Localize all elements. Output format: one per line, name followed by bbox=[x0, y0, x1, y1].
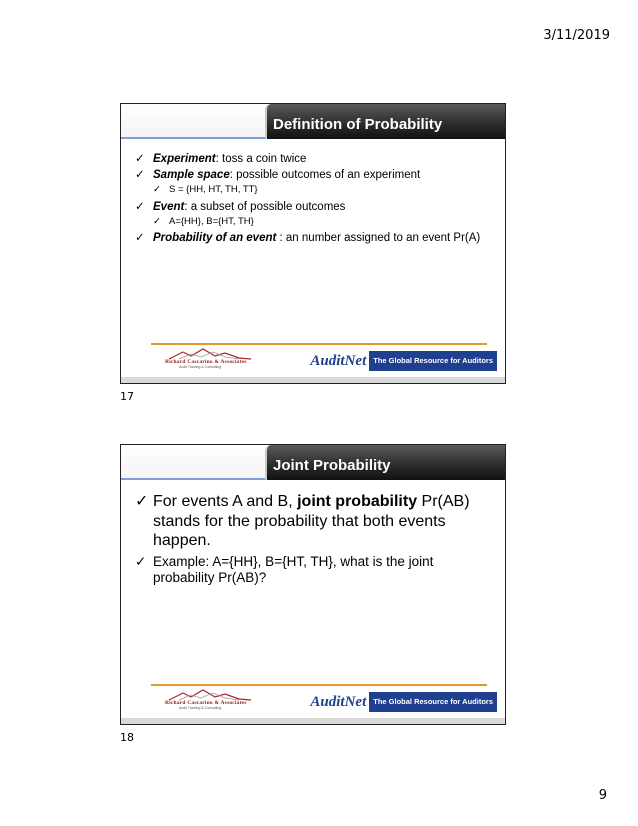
checkmark-icon: ✓ bbox=[153, 215, 161, 227]
bullet-item bbox=[135, 168, 495, 182]
term-probability-of-an-event: Probability of an event bbox=[153, 232, 277, 245]
auditnet-mark: AuditNet bbox=[310, 694, 367, 710]
slide-number: 18 bbox=[120, 731, 134, 744]
auditnet-logo bbox=[310, 351, 497, 371]
sub-bullet-item bbox=[135, 184, 495, 196]
auditnet-tagline: The Global Resource for Auditors bbox=[369, 692, 497, 712]
slide-definition-of-probability bbox=[120, 103, 506, 384]
bullet-list bbox=[135, 492, 495, 589]
footer-rule bbox=[151, 684, 487, 686]
term-joint-probability: joint probability bbox=[297, 493, 418, 510]
bullet-text: : toss a coin twice bbox=[215, 153, 307, 165]
sub-bullet-item bbox=[135, 216, 495, 228]
slide-number: 17 bbox=[120, 390, 134, 403]
bullet-text: A={HH}, B={HT, TH} bbox=[169, 215, 254, 227]
header-rule bbox=[121, 137, 271, 139]
bullet-list bbox=[135, 152, 495, 247]
bullet-item bbox=[135, 554, 495, 587]
auditnet-logo bbox=[310, 692, 497, 712]
term-sample-space: Sample space bbox=[153, 169, 230, 182]
bullet-text: Example: A={HH}, B={HT, TH}, what is the joint probability Pr(AB)? bbox=[153, 553, 434, 586]
bullet-text: Pr(AB) stands for the probability that both events happen. bbox=[153, 493, 470, 550]
bullet-text: For events A and B, bbox=[153, 493, 298, 510]
checkmark-icon: ✓ bbox=[135, 169, 145, 182]
footer-bar bbox=[121, 718, 505, 724]
bullet-item bbox=[135, 492, 495, 551]
rca-name: Richard Cascarino & Associates bbox=[165, 700, 247, 706]
slide-title: Definition of Probability bbox=[273, 116, 443, 133]
checkmark-icon: ✓ bbox=[135, 153, 145, 165]
bullet-text: : an number assigned to an event Pr(A) bbox=[276, 232, 481, 245]
header-rule bbox=[121, 478, 271, 480]
auditnet-mark: AuditNet bbox=[310, 353, 367, 369]
checkmark-icon: ✓ bbox=[135, 493, 149, 510]
term-event: Event bbox=[153, 200, 185, 213]
slide-title: Joint Probability bbox=[273, 457, 391, 474]
slide-joint-probability bbox=[120, 444, 506, 725]
checkmark-icon: ✓ bbox=[153, 184, 161, 196]
rca-tagline: Audit Training & Consulting bbox=[179, 365, 222, 369]
term-experiment: Experiment bbox=[153, 153, 216, 165]
footer-rule bbox=[151, 343, 487, 345]
slide-title-bar bbox=[265, 445, 505, 480]
page-date: 3/11/2019 bbox=[543, 28, 610, 43]
checkmark-icon: ✓ bbox=[135, 553, 147, 569]
page-number: 9 bbox=[598, 788, 607, 803]
checkmark-icon: ✓ bbox=[135, 200, 145, 213]
rca-logo bbox=[165, 689, 255, 711]
slide-title-bar bbox=[265, 104, 505, 139]
bullet-item bbox=[135, 200, 495, 214]
bullet-text: : possible outcomes of an experiment bbox=[229, 169, 421, 182]
bullet-text: : a subset of possible outcomes bbox=[184, 200, 346, 213]
bullet-item bbox=[135, 152, 495, 166]
rca-name: Richard Cascarino & Associates bbox=[165, 359, 247, 365]
bullet-text: S = {HH, HT, TH, TT} bbox=[169, 184, 258, 196]
rca-logo bbox=[165, 348, 255, 370]
checkmark-icon: ✓ bbox=[135, 232, 145, 245]
rca-tagline: Audit Training & Consulting bbox=[179, 706, 222, 710]
footer-bar bbox=[121, 377, 505, 383]
bullet-item bbox=[135, 231, 495, 245]
auditnet-tagline: The Global Resource for Auditors bbox=[369, 351, 497, 371]
